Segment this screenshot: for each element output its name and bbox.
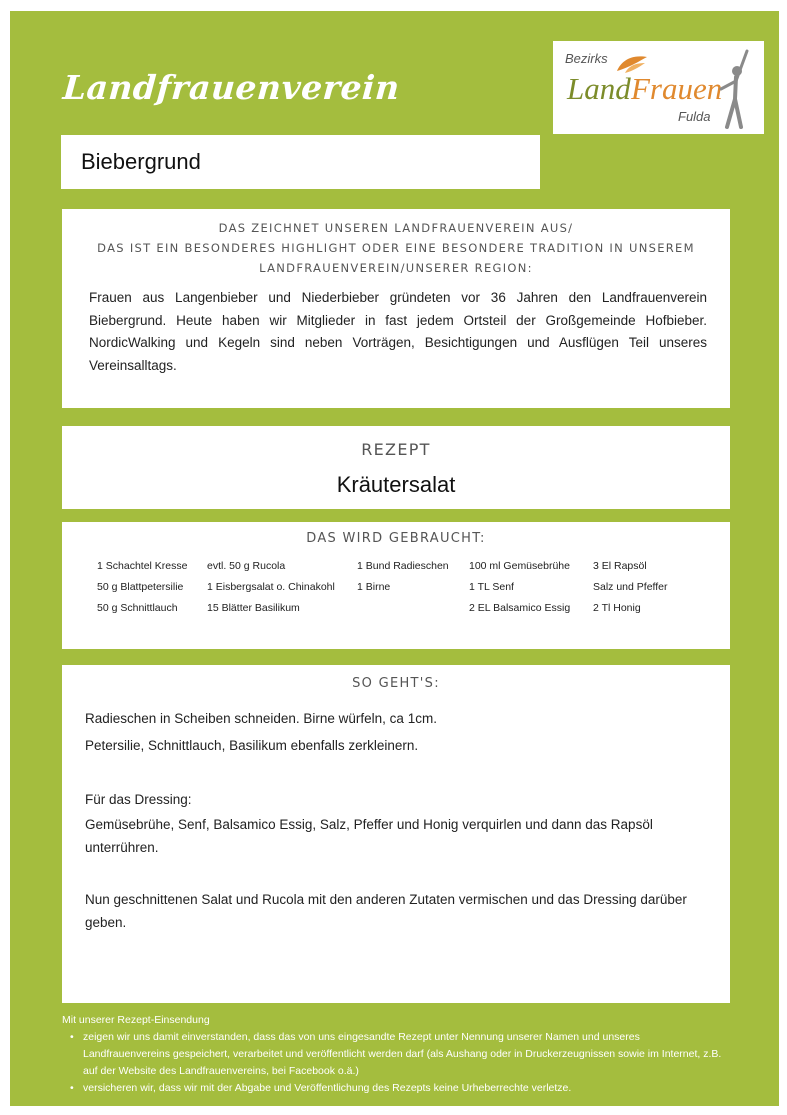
- ingredient-item: evtl. 50 g Rucola: [207, 560, 286, 572]
- dressing-text: Gemüsebrühe, Senf, Balsamico Essig, Salz, Pfeffer und Honig verquirlen und dann das Rapsöl unterrühren.: [85, 817, 653, 855]
- ingredient-item: 2 EL Balsamico Essig: [469, 602, 571, 614]
- landfrauen-logo: [553, 41, 764, 134]
- ingredient-item: 50 g Schnittlauch: [97, 602, 178, 614]
- ingredient-item: 3 El Rapsöl: [593, 560, 647, 572]
- highlight-heading-line: DAS IST EIN BESONDERES HIGHLIGHT ODER EINE BESONDERE TRADITION IN UNSEREM: [97, 241, 695, 255]
- ingredients-column: [469, 559, 570, 622]
- final-step-text: Nun geschnittenen Salat und Rucola mit den anderen Zutaten vermischen und das Dressing darüber geben.: [85, 892, 687, 930]
- ingredients-heading: DAS WIRD GEBRAUCHT:: [306, 531, 486, 546]
- ingredients-column: [97, 559, 187, 622]
- ingredient-item: 15 Blätter Basilikum: [207, 602, 300, 614]
- ingredient-item: 1 Birne: [357, 581, 391, 593]
- step-text: Petersilie, Schnittlauch, Basilikum ebenfalls zerkleinern.: [85, 738, 419, 753]
- club-name-box: [61, 135, 540, 189]
- ingredients-column: [357, 559, 449, 601]
- ingredient-item: 1 Eisbergsalat o. Chinakohl: [207, 581, 335, 593]
- logo-frauen-text: Frauen: [631, 71, 723, 106]
- footer-bullet: • zeigen wir uns damit einverstanden, dass das von uns eingesandte Rezept unter Nennung unserer Namen und unseres Landfrauenvereins gespeichert, verarbeitet und veröffentlicht werden darf (als Aushang oder in Druckerzeugnissen sowie im Internet, z.B. auf der Website des Landfrauenvereins, bei Facebook o.ä.): [70, 1029, 722, 1080]
- club-name: Biebergrund: [81, 149, 201, 174]
- ingredient-item: 1 Schachtel Kresse: [97, 560, 188, 572]
- brand-title: Landfrauenverein: [61, 68, 402, 107]
- logo-land-text: Land: [567, 71, 631, 106]
- consent-footer: [62, 1012, 722, 1097]
- ingredient-item: 1 TL Senf: [469, 581, 514, 593]
- footer-bullet: • versicheren wir, dass wir mit der Abgabe und Veröffentlichung des Rezepts keine Urheberrechte verletze.: [70, 1080, 722, 1097]
- highlight-heading-line: LANDFRAUENVEREIN/UNSERER REGION:: [259, 261, 533, 275]
- logo-fulda-text: Fulda: [678, 109, 711, 124]
- steps-card: [62, 665, 730, 1003]
- ingredient-item: Salz und Pfeffer: [593, 581, 668, 593]
- dressing-label: Für das Dressing:: [85, 792, 192, 807]
- recipe-title: Kräutersalat: [336, 472, 456, 497]
- ingredient-item: 1 Bund Radieschen: [357, 560, 449, 572]
- step-text: Radieschen in Scheiben schneiden. Birne würfeln, ca 1cm.: [85, 711, 437, 726]
- steps-heading: SO GEHT'S:: [352, 676, 440, 691]
- ingredients-column: [207, 559, 335, 622]
- recipe-label: REZEPT: [361, 440, 431, 459]
- footer-bullet-list: [62, 1029, 722, 1097]
- footer-intro: Mit unserer Rezept-Einsendung: [62, 1014, 210, 1026]
- ingredient-item: 100 ml Gemüsebrühe: [469, 560, 570, 572]
- dancing-figure-icon: [713, 45, 757, 131]
- highlight-text: Frauen aus Langenbieber und Niederbieber gründeten vor 36 Jahren den Landfrauenverein Biebergrund. Heute haben wir Mitglieder in fast jedem Ortsteil der Großgemeinde Hofbieber. NordicWalking und Kegeln sind neben Vorträgen, Besichtigungen und Ausflügen Teil unseres Vereinsalltags.: [89, 290, 707, 373]
- ingredient-item: 2 Tl Honig: [593, 602, 641, 614]
- ingredients-column: [593, 559, 668, 622]
- logo-bezirks-text: Bezirks: [565, 51, 608, 66]
- highlight-card: [62, 209, 730, 408]
- ingredient-item: 50 g Blattpetersilie: [97, 581, 184, 593]
- highlight-heading: [62, 218, 730, 278]
- recipe-card: [62, 426, 730, 509]
- highlight-heading-line: DAS ZEICHNET UNSEREN LANDFRAUENVEREIN AUS/: [218, 221, 574, 235]
- ingredients-card: [62, 522, 730, 649]
